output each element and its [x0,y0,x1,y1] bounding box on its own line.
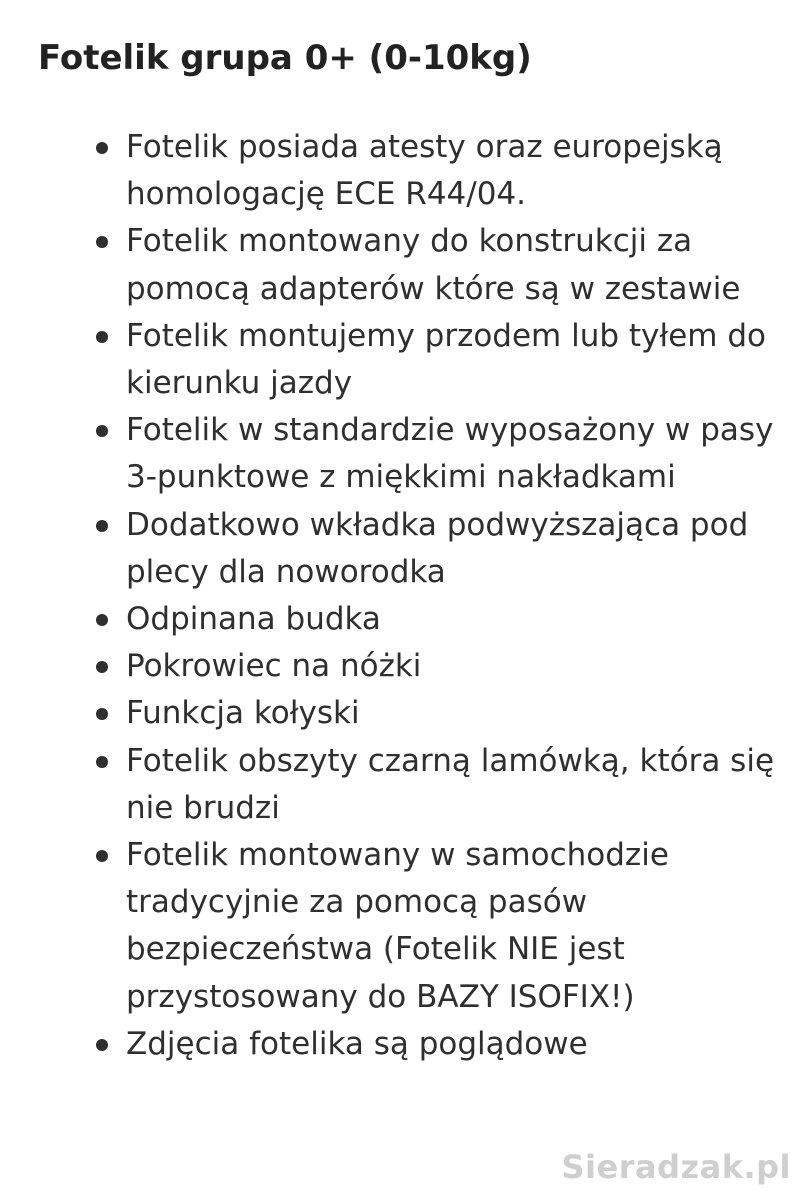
bullet-icon [96,708,108,720]
list-item-text: Dodatkowo wkładka podwyższająca pod plecy dla noworodka [126,506,749,590]
list-item-text: Fotelik montowany do konstrukcji za pomocą adapterów które są w zestawie [126,223,741,307]
bullet-icon [96,661,108,673]
bullet-icon [96,236,108,248]
list-item-text: Odpinana budka [126,601,381,638]
bullet-icon [96,1039,108,1051]
bullet-icon [96,425,108,437]
bullet-icon [96,756,108,768]
list-item [94,596,784,643]
bullet-icon [96,331,108,343]
page-title: Fotelik grupa 0+ (0-10kg) [38,38,532,78]
list-item-text: Fotelik montowany w samochodzie tradycyjnie za pomocą pasów bezpieczeństwa (Fotelik NIE jest przystosowany do BAZY ISOFIX!) [126,837,669,1015]
list-item [94,643,784,690]
list-item [94,407,784,501]
list-item [94,218,784,312]
list-item [94,738,784,832]
list-item-text: Fotelik obszyty czarną lamówką, która się nie brudzi [126,742,775,826]
list-item [94,313,784,407]
list-item-text: Funkcja kołyski [126,695,360,732]
bullet-icon [96,142,108,154]
list-item [94,1021,784,1068]
list-item [94,124,784,218]
bullet-icon [96,850,108,862]
bullet-icon [96,614,108,626]
list-item [94,832,784,1021]
list-item [94,502,784,596]
list-item [94,690,784,737]
list-item-text: Fotelik montujemy przodem lub tyłem do kierunku jazdy [126,317,766,402]
site-watermark: Sieradzak.pl [561,1148,791,1186]
list-item-text: Fotelik posiada atesty oraz europejską homologację ECE R44/04. [126,129,723,213]
list-item-text: Zdjęcia fotelika są poglądowe [126,1025,588,1062]
feature-list [94,124,784,1068]
list-item-text: Fotelik w standardzie wyposażony w pasy 3-punktowe z miękkimi nakładkami [126,412,774,496]
list-item-text: Pokrowiec na nóżki [126,648,422,685]
bullet-icon [96,520,108,532]
